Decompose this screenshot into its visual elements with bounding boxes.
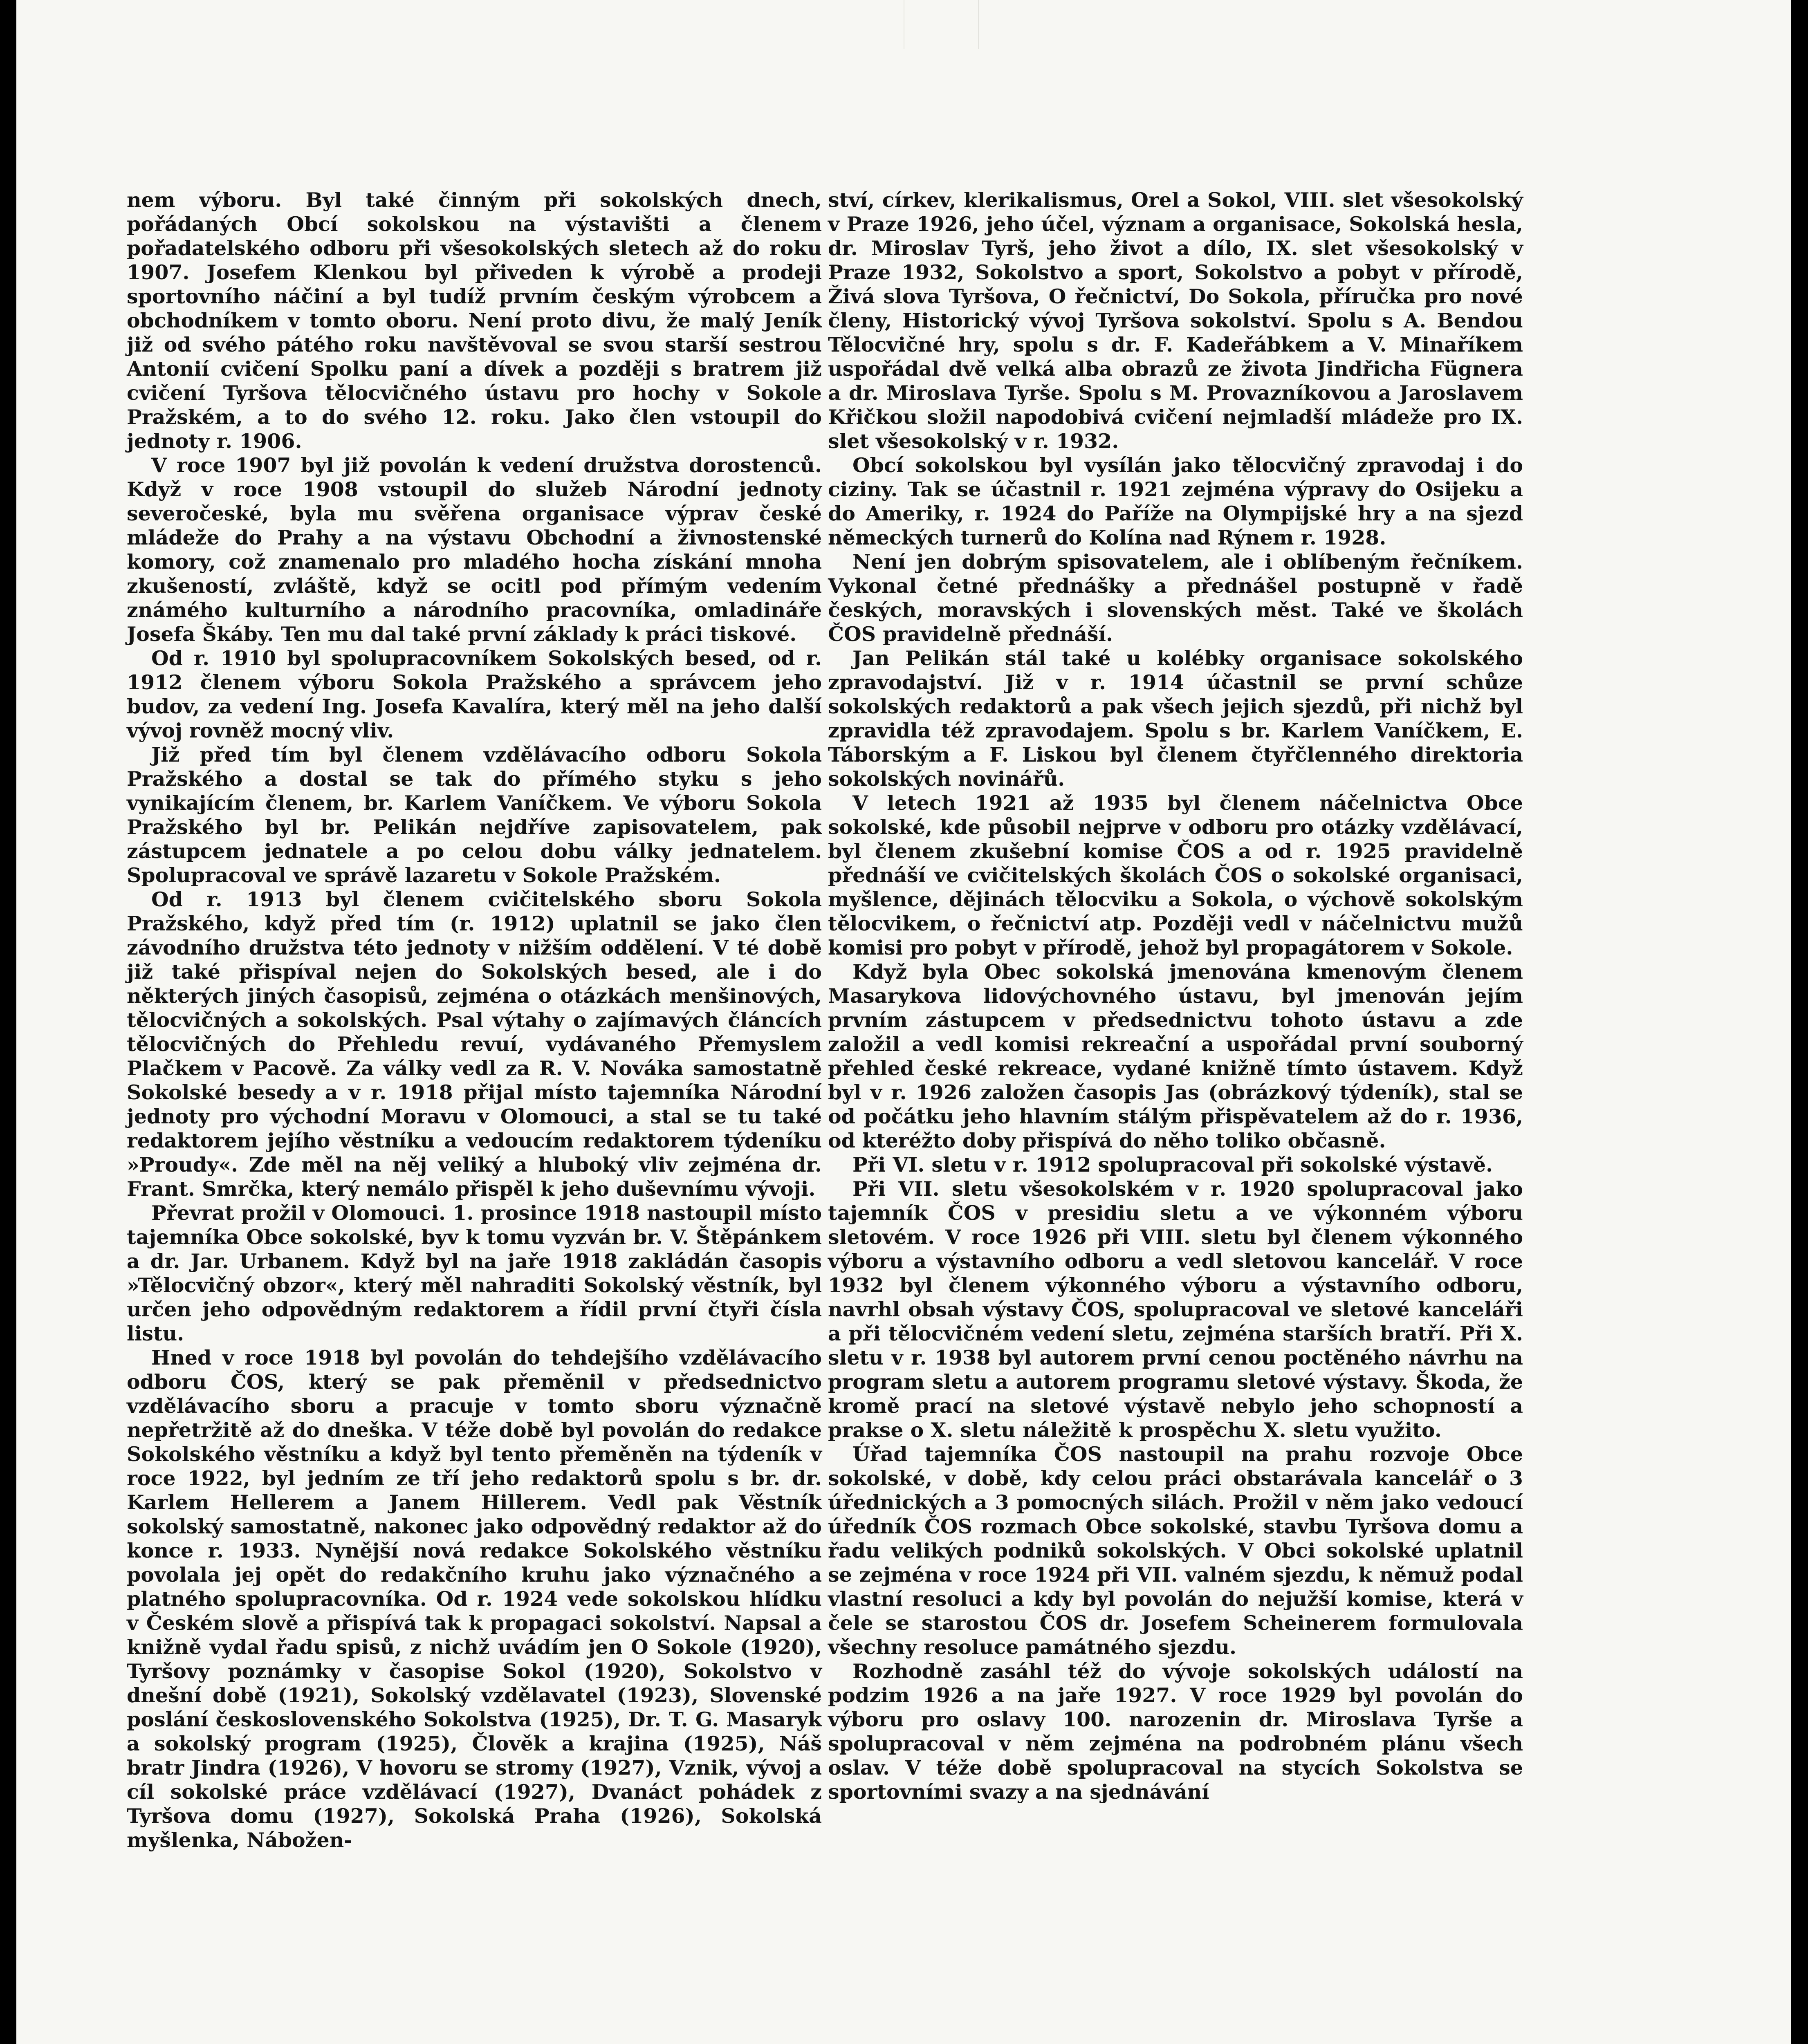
paragraph: V letech 1921 až 1935 byl členem náčelnictva Obce sokolské, kde působil nejprve v odboru pro otázky vzdělávací, byl členem zkušební komise ČOS a od r. 1925 pravidelně přednáší ve cvičitelských školách ČOS o sokolské organisaci, myšlence, dějinách tělocviku a Sokola, o výchově sokolským tělocvikem, o řečnictví atp. Později vedl v náčelnictvu mužů komisi pro pobyt v přírodě, jehož byl propagátorem v Sokole. (828, 791, 1523, 959)
scan-artifact (904, 0, 979, 49)
paragraph: Obcí sokolskou byl vysílán jako tělocvičný zpravodaj i do ciziny. Tak se účastnil r. 1921 zejména výpravy do Osijeku a do Ameriky, r. 1924 do Paříže na Olympijské hry a na sjezd německých turnerů do Kolína nad Rýnem r. 1928. (828, 453, 1523, 549)
paragraph: Když byla Obec sokolská jmenována kmenovým členem Masarykova lidovýchovného ústavu, byl jmenován jejím prvním zástupcem v předsednictvu tohoto ústavu a zde založil a vedl komisi rekreační a uspořádal první souborný přehled české rekreace, vydané knižně tímto ústavem. Když byl v r. 1926 založen časopis Jas (obrázkový týdeník), stal se od počátku jeho hlavním stálým přispěvatelem až do r. 1936, od kteréžto doby přispívá do něho toliko občasně. (828, 960, 1523, 1152)
paragraph: Při VII. sletu všesokolském v r. 1920 spolupracoval jako tajemník ČOS v presidiu sletu a ve výkonném výboru sletovém. V roce 1926 při VIII. sletu byl členem výkonného výboru a výstavního odboru a vedl sletovou kancelář. V roce 1932 byl členem výkonného výboru a výstavního odboru, navrhl obsah výstavy ČOS, spolupracoval ve sletové kanceláři a při tělocvičném vedení sletu, zejména starších bratří. Při X. sletu v r. 1938 byl autorem první cenou poctěného návrhu na program sletu a autorem programu sletové výstavy. Škoda, že kromě prací na sletové výstavě nebylo jeho schopností a prakse o X. sletu náležitě k prospěchu X. sletu využito. (828, 1177, 1523, 1442)
paragraph: Hned v roce 1918 byl povolán do tehdejšího vzdělávacího odboru ČOS, který se pak přeměnil v předsednictvo vzdělávacího sboru a pracuje v tomto sboru význačně nepřetržitě až do dneška. V téže době byl povolán do redakce Sokolského věstníku a když byl tento přeměněn na týdeník v roce 1922, byl jedním ze tří jeho redaktorů spolu s br. dr. Karlem Hellerem a Janem Hillerem. Vedl pak Věstník sokolský samostatně, nakonec jako odpovědný redaktor až do konce r. 1933. Nynější nová redakce Sokolského věstníku povolala jej opět do redakčního kruhu jako význačného a platného spolupracovníka. Od r. 1924 vede sokolskou hlídku v Českém slově a přispívá tak k propagaci sokolství. Napsal a knižně vydal řadu spisů, z nichž uvádím jen O Sokole (1920), Tyršovy poznámky v časopise Sokol (1920), Sokolstvo v dnešní době (1921), Sokolský vzdělavatel (1923), Slovenské poslání československého Sokolstva (1925), Dr. T. G. Masaryk a sokolský program (1925), Člověk a krajina (1925), Náš bratr Jindra (1926), V hovoru se stromy (1927), Vznik, vývoj a cíl sokolské práce vzdělávací (1927), Dvanáct pohádek z Tyršova domu (1927), Sokolská Praha (1926), Sokolská myšlenka, Nábožen- (127, 1346, 822, 1852)
paragraph: Převrat prožil v Olomouci. 1. prosince 1918 nastoupil místo tajemníka Obce sokolské, byv k tomu vyzván br. V. Štěpánkem a dr. Jar. Urbanem. Když byl na jaře 1918 zakládán časopis »Tělocvičný obzor«, který měl nahraditi Sokolský věstník, byl určen jeho odpovědným redaktorem a řídil první čtyři čísla listu. (127, 1201, 822, 1345)
left-column (127, 188, 822, 1852)
paragraph: Není jen dobrým spisovatelem, ale i oblíbeným řečníkem. Vykonal četné přednášky a přednášel postupně v řadě českých, moravských i slovenských měst. Také ve školách ČOS pravidelně přednáší. (828, 550, 1523, 646)
paragraph: ství, církev, klerikalismus, Orel a Sokol, VIII. slet všesokolský v Praze 1926, jeho účel, význam a organisace, Sokolská hesla, dr. Miroslav Tyrš, jeho život a dílo, IX. slet všesokolský v Praze 1932, Sokolstvo a sport, Sokolstvo a pobyt v přírodě, Živá slova Tyršova, O řečnictví, Do Sokola, příručka pro nové členy, Historický vývoj Tyršova sokolství. Spolu s A. Bendou Tělocvičné hry, spolu s dr. F. Kadeřábkem a V. Minaříkem uspořádal dvě velká alba obrazů ze života Jindřicha Fügnera a dr. Miroslava Tyrše. Spolu s M. Provazníkovou a Jaroslavem Křičkou složil napodobivá cvičení nejmladší mládeže pro IX. slet všesokolský v r. 1932. (828, 188, 1523, 453)
paragraph: Od r. 1913 byl členem cvičitelského sboru Sokola Pražského, když před tím (r. 1912) uplatnil se jako člen závodního družstva této jednoty v nižším oddělení. V té době již také přispíval nejen do Sokolských besed, ale i do některých jiných časopisů, zejména o otázkách menšinových, tělocvičných a sokolských. Psal výtahy o zajímavých článcích tělocvičných do Přehledu revuí, vydávaného Přemyslem Plačkem v Pacově. Za války vedl za R. V. Nováka samostatně Sokolské besedy a v r. 1918 přijal místo tajemníka Národní jednoty pro východní Moravu v Olomouci, a stal se tu také redaktorem jejího věstníku a vedoucím redaktorem týdeníku »Proudy«. Zde měl na něj veliký a hluboký vliv zejména dr. Frant. Smrčka, který nemálo přispěl k jeho duševnímu vývoji. (127, 888, 822, 1201)
paragraph: Úřad tajemníka ČOS nastoupil na prahu rozvoje Obce sokolské, v době, kdy celou práci obstarávala kancelář o 3 úřednických a 3 pomocných silách. Prožil v něm jako vedoucí úředník ČOS rozmach Obce sokolské, stavbu Tyršova domu a řadu velikých podniků sokolských. V Obci sokolské uplatnil se zejména v roce 1924 při VII. valném sjezdu, k němuž podal vlastní resoluci a kdy byl povolán do nejužší komise, která v čele se starostou ČOS dr. Josefem Scheinerem formulovala všechny resoluce památného sjezdu. (828, 1442, 1523, 1659)
paragraph: Rozhodně zasáhl též do vývoje sokolských událostí na podzim 1926 a na jaře 1927. V roce 1929 byl povolán do výboru pro oslavy 100. narozenin dr. Miroslava Tyrše a spolupracoval v něm zejména na podrobném plánu všech oslav. V téže době spolupracoval na stycích Sokolstva se sportovními svazy a na sjednávání (828, 1659, 1523, 1804)
paragraph: Od r. 1910 byl spolupracovníkem Sokolských besed, od r. 1912 členem výboru Sokola Pražského a správcem jeho budov, za vedení Ing. Josefa Kavalíra, který měl na jeho další vývoj rovněž mocný vliv. (127, 646, 822, 742)
right-column (828, 188, 1523, 1804)
paragraph: Jan Pelikán stál také u kolébky organisace sokolského zpravodajství. Již v r. 1914 účastnil se první schůze sokolských redaktorů a pak všech jejich sjezdů, při nichž byl zpravidla též zpravodajem. Spolu s br. Karlem Vaníčkem, E. Táborským a F. Liskou byl členem čtyřčlenného direktoria sokolských novinářů. (828, 646, 1523, 791)
paragraph: Při VI. sletu v r. 1912 spolupracoval při sokolské výstavě. (852, 1153, 1493, 1177)
paragraph: nem výboru. Byl také činným při sokolských dnech, pořádaných Obcí sokolskou na výstavišti a členem pořadatelského odboru při všesokolských sletech až do roku 1907. Josefem Klenkou byl přiveden k výrobě a prodeji sportovního náčiní a byl tudíž prvním českým výrobcem a obchodníkem v tomto oboru. Není proto divu, že malý Jeník již od svého pátého roku navštěvoval se svou starší sestrou Antonií cvičení Spolku paní a dívek a později s bratrem již cvičení Tyršova tělocvičného ústavu pro hochy v Sokole Pražském, a to do svého 12. roku. Jako člen vstoupil do jednoty r. 1906. (127, 188, 822, 453)
paragraph: V roce 1907 byl již povolán k vedení družstva dorostenců. Když v roce 1908 vstoupil do služeb Národní jednoty severočeské, byla mu svěřena organisace výprav české mládeže do Prahy a na výstavu Obchodní a živnostenské komory, což znamenalo pro mladého hocha získání mnoha zkušeností, zvláště, když se ocitl pod přímým vedením známého kulturního a národního pracovníka, omladináře Josefa Škáby. Ten mu dal také první základy k práci tiskové. (127, 453, 822, 646)
paragraph: Již před tím byl členem vzdělávacího odboru Sokola Pražského a dostal se tak do přímého styku s jeho vynikajícím členem, br. Karlem Vaníčkem. Ve výboru Sokola Pražského byl br. Pelikán nejdříve zapisovatelem, pak zástupcem jednatele a po celou dobu války jednatelem. Spolupracoval ve správě lazaretu v Sokole Pražském. (127, 743, 822, 887)
document-page (16, 0, 1791, 2044)
